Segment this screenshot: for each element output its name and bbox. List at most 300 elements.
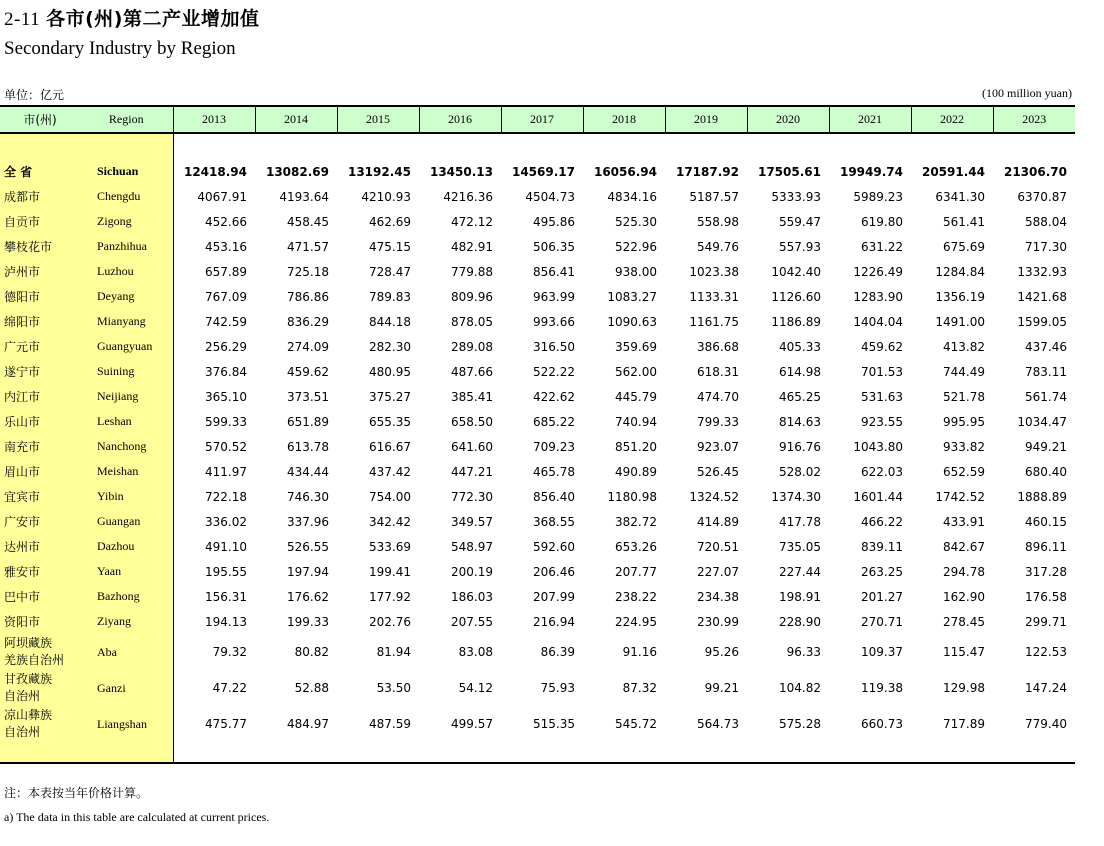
- cell-value: 238.22: [615, 589, 657, 604]
- cell-value: 109.37: [861, 645, 903, 659]
- cell-value: 622.03: [861, 464, 903, 479]
- cell-value: 717.89: [943, 717, 985, 731]
- cell-value: 4210.93: [361, 189, 411, 204]
- cell-value: 4834.16: [607, 189, 657, 204]
- row-name-en: Yibin: [80, 484, 173, 509]
- cell-value: 619.80: [861, 214, 903, 229]
- cell-value: 548.97: [451, 539, 493, 554]
- cell-value: 506.35: [533, 239, 575, 254]
- cell-value: 4193.64: [279, 189, 329, 204]
- table-title-en: Secondary Industry by Region: [4, 38, 236, 59]
- header-region: Region: [80, 106, 173, 133]
- cell-value: 294.78: [943, 564, 985, 579]
- table-row: [0, 434, 1075, 459]
- table-row: [0, 209, 1075, 234]
- cell-value: 545.72: [615, 717, 657, 731]
- cell-value: 91.16: [622, 645, 657, 659]
- cell-value: 466.22: [861, 514, 903, 529]
- row-name-zh: 达州市: [0, 534, 80, 559]
- cell-value: 923.55: [861, 414, 903, 429]
- cell-value: 1042.40: [771, 264, 821, 279]
- cell-value: 207.55: [451, 614, 493, 629]
- cell-value: 342.42: [369, 514, 411, 529]
- cell-value: 1023.38: [689, 264, 739, 279]
- cell-value: 814.63: [779, 414, 821, 429]
- header-year: 2017: [501, 106, 583, 133]
- cell-value: 531.63: [861, 389, 903, 404]
- row-name-en: Ganzi: [80, 670, 173, 706]
- cell-value: 772.30: [451, 489, 493, 504]
- cell-value: 717.30: [1025, 239, 1067, 254]
- cell-value: 207.77: [615, 564, 657, 579]
- cell-value: 5989.23: [853, 189, 903, 204]
- cell-value: 202.76: [369, 614, 411, 629]
- cell-value: 963.99: [533, 289, 575, 304]
- cell-value: 742.59: [205, 314, 247, 329]
- cell-value: 836.29: [287, 314, 329, 329]
- cell-value: 1742.52: [935, 489, 985, 504]
- row-name-en: Panzhihua: [80, 234, 173, 259]
- cell-value: 336.02: [205, 514, 247, 529]
- cell-value: 1324.52: [689, 489, 739, 504]
- cell-value: 561.41: [943, 214, 985, 229]
- cell-value: 13192.45: [347, 164, 411, 179]
- header-year: 2014: [255, 106, 337, 133]
- cell-value: 474.70: [697, 389, 739, 404]
- cell-value: 653.26: [615, 539, 657, 554]
- row-name-en: Zigong: [80, 209, 173, 234]
- cell-value: 515.35: [533, 717, 575, 731]
- table-row: [0, 609, 1075, 634]
- cell-value: 1133.31: [689, 289, 739, 304]
- cell-value: 87.32: [622, 681, 657, 695]
- cell-value: 728.47: [369, 264, 411, 279]
- cell-value: 349.57: [451, 514, 493, 529]
- cell-value: 13082.69: [265, 164, 329, 179]
- cell-value: 658.50: [451, 414, 493, 429]
- cell-value: 933.82: [943, 439, 985, 454]
- cell-value: 17187.92: [675, 164, 739, 179]
- cell-value: 119.38: [861, 681, 903, 695]
- cell-value: 274.09: [287, 339, 329, 354]
- row-name-zh: 攀枝花市: [0, 234, 80, 259]
- cell-value: 557.93: [779, 239, 821, 254]
- cell-value: 789.83: [369, 289, 411, 304]
- table-row: [0, 706, 1075, 742]
- row-name-zh: 遂宁市: [0, 359, 80, 384]
- table-row: [0, 334, 1075, 359]
- cell-value: 207.99: [533, 589, 575, 604]
- cell-value: 744.49: [943, 364, 985, 379]
- cell-value: 490.89: [615, 464, 657, 479]
- cell-value: 1332.93: [1017, 264, 1067, 279]
- cell-value: 16056.94: [593, 164, 657, 179]
- cell-value: 657.89: [205, 264, 247, 279]
- row-name-en: Yaan: [80, 559, 173, 584]
- cell-value: 1083.27: [607, 289, 657, 304]
- cell-value: 809.96: [451, 289, 493, 304]
- cell-value: 437.42: [369, 464, 411, 479]
- cell-value: 434.44: [287, 464, 329, 479]
- cell-value: 216.94: [533, 614, 575, 629]
- cell-value: 720.51: [697, 539, 739, 554]
- cell-value: 549.76: [697, 239, 739, 254]
- cell-value: 746.30: [287, 489, 329, 504]
- cell-value: 147.24: [1025, 681, 1067, 695]
- table-row: [0, 459, 1075, 484]
- cell-value: 4504.73: [525, 189, 575, 204]
- unit-label-zh: 单位：亿元: [4, 88, 65, 102]
- cell-value: 856.41: [533, 264, 575, 279]
- cell-value: 83.08: [458, 645, 493, 659]
- cell-value: 856.40: [533, 489, 575, 504]
- header-year: 2015: [337, 106, 419, 133]
- cell-value: 1090.63: [607, 314, 657, 329]
- cell-value: 459.62: [287, 364, 329, 379]
- cell-value: 652.59: [943, 464, 985, 479]
- title-zh-text: 各市(州)第二产业增加值: [46, 8, 260, 30]
- cell-value: 115.47: [943, 645, 985, 659]
- cell-value: 316.50: [533, 339, 575, 354]
- cell-value: 475.15: [369, 239, 411, 254]
- cell-value: 54.12: [458, 681, 493, 695]
- cell-value: 522.22: [533, 364, 575, 379]
- header-year: 2020: [747, 106, 829, 133]
- cell-value: 317.28: [1025, 564, 1067, 579]
- cell-value: 599.33: [205, 414, 247, 429]
- row-name-en: Mianyang: [80, 309, 173, 334]
- cell-value: 437.46: [1025, 339, 1067, 354]
- row-name-zh: 广元市: [0, 334, 80, 359]
- cell-value: 499.57: [451, 717, 493, 731]
- cell-value: 588.04: [1025, 214, 1067, 229]
- row-name-zh: 雅安市: [0, 559, 80, 584]
- cell-value: 198.91: [779, 589, 821, 604]
- table-row: [0, 559, 1075, 584]
- cell-value: 129.98: [943, 681, 985, 695]
- cell-value: 452.66: [205, 214, 247, 229]
- cell-value: 1034.47: [1017, 414, 1067, 429]
- cell-value: 1888.89: [1017, 489, 1067, 504]
- cell-value: 5333.93: [771, 189, 821, 204]
- cell-value: 1356.19: [935, 289, 985, 304]
- cell-value: 417.78: [779, 514, 821, 529]
- note-zh: 注：本表按当年价格计算。: [4, 786, 149, 800]
- table-row: [0, 284, 1075, 309]
- cell-value: 1126.60: [771, 289, 821, 304]
- spacer-row: [0, 133, 1075, 159]
- cell-value: 413.82: [943, 339, 985, 354]
- cell-value: 382.72: [615, 514, 657, 529]
- table-row: [0, 670, 1075, 706]
- row-name-zh: 泸州市: [0, 259, 80, 284]
- cell-value: 484.97: [287, 717, 329, 731]
- cell-value: 4216.36: [443, 189, 493, 204]
- cell-value: 5187.57: [689, 189, 739, 204]
- row-name-zh: 南充市: [0, 434, 80, 459]
- cell-value: 1186.89: [771, 314, 821, 329]
- cell-value: 923.07: [697, 439, 739, 454]
- cell-value: 472.12: [451, 214, 493, 229]
- row-name-zh: 广安市: [0, 509, 80, 534]
- data-table: [0, 105, 1075, 764]
- cell-value: 533.69: [369, 539, 411, 554]
- row-name-en: Meishan: [80, 459, 173, 484]
- table-bottom-rule: [0, 742, 1075, 763]
- cell-value: 14569.17: [511, 164, 575, 179]
- cell-value: 675.69: [943, 239, 985, 254]
- cell-value: 561.74: [1025, 389, 1067, 404]
- cell-value: 1404.04: [853, 314, 903, 329]
- cell-value: 575.28: [779, 717, 821, 731]
- cell-value: 375.27: [369, 389, 411, 404]
- cell-value: 786.86: [287, 289, 329, 304]
- row-name-zh: 乐山市: [0, 409, 80, 434]
- row-name-zh: 德阳市: [0, 284, 80, 309]
- table-title-zh: [4, 4, 260, 31]
- cell-value: 655.35: [369, 414, 411, 429]
- table-row: [0, 634, 1075, 670]
- cell-value: 1180.98: [607, 489, 657, 504]
- cell-value: 80.82: [294, 645, 329, 659]
- cell-value: 13450.13: [429, 164, 493, 179]
- cell-value: 359.69: [615, 339, 657, 354]
- row-name-zh: 自贡市: [0, 209, 80, 234]
- cell-value: 6370.87: [1017, 189, 1067, 204]
- note-en: a) The data in this table are calculated at current prices.: [4, 810, 270, 824]
- cell-value: 6341.30: [935, 189, 985, 204]
- cell-value: 495.86: [533, 214, 575, 229]
- table-row: [0, 534, 1075, 559]
- cell-value: 701.53: [861, 364, 903, 379]
- cell-value: 199.33: [287, 614, 329, 629]
- cell-value: 447.21: [451, 464, 493, 479]
- cell-value: 230.99: [697, 614, 739, 629]
- cell-value: 783.11: [1025, 364, 1067, 379]
- cell-value: 725.18: [287, 264, 329, 279]
- cell-value: 224.95: [615, 614, 657, 629]
- cell-value: 660.73: [861, 717, 903, 731]
- row-name-en: Neijiang: [80, 384, 173, 409]
- cell-value: 993.66: [533, 314, 575, 329]
- cell-value: 12418.94: [183, 164, 247, 179]
- cell-value: 47.22: [212, 681, 247, 695]
- cell-value: 256.29: [205, 339, 247, 354]
- cell-value: 851.20: [615, 439, 657, 454]
- cell-value: 386.68: [697, 339, 739, 354]
- cell-value: 1491.00: [935, 314, 985, 329]
- cell-value: 81.94: [376, 645, 411, 659]
- cell-value: 1043.80: [853, 439, 903, 454]
- cell-value: 122.53: [1025, 645, 1067, 659]
- table-row: [0, 509, 1075, 534]
- cell-value: 414.89: [697, 514, 739, 529]
- cell-value: 453.16: [205, 239, 247, 254]
- cell-value: 487.66: [451, 364, 493, 379]
- cell-value: 471.57: [287, 239, 329, 254]
- cell-value: 1374.30: [771, 489, 821, 504]
- cell-value: 52.88: [294, 681, 329, 695]
- row-name-en: Aba: [80, 634, 173, 670]
- cell-value: 162.90: [943, 589, 985, 604]
- cell-value: 685.22: [533, 414, 575, 429]
- row-name-en: Dazhou: [80, 534, 173, 559]
- cell-value: 53.50: [376, 681, 411, 695]
- cell-value: 522.96: [615, 239, 657, 254]
- row-name-zh: 眉山市: [0, 459, 80, 484]
- cell-value: 592.60: [533, 539, 575, 554]
- cell-value: 709.23: [533, 439, 575, 454]
- cell-value: 559.47: [779, 214, 821, 229]
- cell-value: 842.67: [943, 539, 985, 554]
- row-name-en: Leshan: [80, 409, 173, 434]
- table-row: [0, 384, 1075, 409]
- cell-value: 779.40: [1025, 717, 1067, 731]
- cell-value: 526.55: [287, 539, 329, 554]
- cell-value: 176.58: [1025, 589, 1067, 604]
- row-name-zh: 内江市: [0, 384, 80, 409]
- table-row: [0, 309, 1075, 334]
- cell-value: 177.92: [369, 589, 411, 604]
- cell-value: 104.82: [779, 681, 821, 695]
- unit-label-en: (100 million yuan): [982, 86, 1072, 100]
- cell-value: 722.18: [205, 489, 247, 504]
- table-row: [0, 234, 1075, 259]
- cell-value: 525.30: [615, 214, 657, 229]
- cell-value: 75.93: [540, 681, 575, 695]
- row-name-en: Guangyuan: [80, 334, 173, 359]
- cell-value: 1601.44: [853, 489, 903, 504]
- row-name-zh: 全 省: [0, 159, 80, 184]
- header-year: 2013: [173, 106, 255, 133]
- row-name-zh: 甘孜藏族 自治州: [0, 670, 80, 706]
- cell-value: 278.45: [943, 614, 985, 629]
- cell-value: 641.60: [451, 439, 493, 454]
- cell-value: 459.62: [861, 339, 903, 354]
- cell-value: 234.38: [697, 589, 739, 604]
- row-name-en: Ziyang: [80, 609, 173, 634]
- cell-value: 651.89: [287, 414, 329, 429]
- row-name-en: Guangan: [80, 509, 173, 534]
- cell-value: 270.71: [861, 614, 903, 629]
- header-year: 2019: [665, 106, 747, 133]
- header-year: 2018: [583, 106, 665, 133]
- cell-value: 365.10: [205, 389, 247, 404]
- row-name-en: Luzhou: [80, 259, 173, 284]
- cell-value: 995.95: [943, 414, 985, 429]
- header-city: 市(州): [0, 106, 80, 133]
- header-year: 2023: [993, 106, 1075, 133]
- header-year: 2016: [419, 106, 501, 133]
- cell-value: 916.76: [779, 439, 821, 454]
- cell-value: 194.13: [205, 614, 247, 629]
- cell-value: 1599.05: [1017, 314, 1067, 329]
- cell-value: 156.31: [205, 589, 247, 604]
- row-name-en: Liangshan: [80, 706, 173, 742]
- cell-value: 227.07: [697, 564, 739, 579]
- cell-value: 878.05: [451, 314, 493, 329]
- table-row: [0, 484, 1075, 509]
- cell-value: 385.41: [451, 389, 493, 404]
- cell-value: 99.21: [704, 681, 739, 695]
- cell-value: 616.67: [369, 439, 411, 454]
- cell-value: 1284.84: [935, 264, 985, 279]
- cell-value: 570.52: [205, 439, 247, 454]
- cell-value: 200.19: [451, 564, 493, 579]
- cell-value: 475.77: [205, 717, 247, 731]
- cell-value: 1421.68: [1017, 289, 1067, 304]
- cell-value: 480.95: [369, 364, 411, 379]
- cell-value: 938.00: [615, 264, 657, 279]
- cell-value: 1226.49: [853, 264, 903, 279]
- row-name-zh: 巴中市: [0, 584, 80, 609]
- row-name-zh: 凉山彝族 自治州: [0, 706, 80, 742]
- cell-value: 20591.44: [921, 164, 985, 179]
- table-row: [0, 259, 1075, 284]
- cell-value: 614.98: [779, 364, 821, 379]
- row-name-zh: 资阳市: [0, 609, 80, 634]
- row-name-zh: 阿坝藏族 羌族自治州: [0, 634, 80, 670]
- cell-value: 176.62: [287, 589, 329, 604]
- header-year: 2021: [829, 106, 911, 133]
- cell-value: 482.91: [451, 239, 493, 254]
- cell-value: 844.18: [369, 314, 411, 329]
- cell-value: 521.78: [943, 389, 985, 404]
- cell-value: 79.32: [212, 645, 247, 659]
- cell-value: 740.94: [615, 414, 657, 429]
- row-name-en: Nanchong: [80, 434, 173, 459]
- cell-value: 227.44: [779, 564, 821, 579]
- cell-value: 95.26: [704, 645, 739, 659]
- cell-value: 618.31: [697, 364, 739, 379]
- row-name-zh: 成都市: [0, 184, 80, 209]
- cell-value: 1161.75: [689, 314, 739, 329]
- row-name-en: Bazhong: [80, 584, 173, 609]
- cell-value: 422.62: [533, 389, 575, 404]
- cell-value: 896.11: [1025, 539, 1067, 554]
- table-row: [0, 184, 1075, 209]
- row-name-en: Suining: [80, 359, 173, 384]
- total-row: [0, 159, 1075, 184]
- cell-value: 839.11: [861, 539, 903, 554]
- cell-value: 735.05: [779, 539, 821, 554]
- cell-value: 199.41: [369, 564, 411, 579]
- cell-value: 368.55: [533, 514, 575, 529]
- cell-value: 21306.70: [1003, 164, 1067, 179]
- cell-value: 487.59: [369, 717, 411, 731]
- cell-value: 263.25: [861, 564, 903, 579]
- cell-value: 201.27: [861, 589, 903, 604]
- cell-value: 195.55: [205, 564, 247, 579]
- cell-value: 631.22: [861, 239, 903, 254]
- cell-value: 558.98: [697, 214, 739, 229]
- row-name-en: Chengdu: [80, 184, 173, 209]
- table-row: [0, 409, 1075, 434]
- header-year: 2022: [911, 106, 993, 133]
- cell-value: 949.21: [1025, 439, 1067, 454]
- cell-value: 19949.74: [839, 164, 903, 179]
- cell-value: 186.03: [451, 589, 493, 604]
- cell-value: 460.15: [1025, 514, 1067, 529]
- table-row: [0, 359, 1075, 384]
- cell-value: 465.78: [533, 464, 575, 479]
- cell-value: 613.78: [287, 439, 329, 454]
- cell-value: 17505.61: [757, 164, 821, 179]
- row-name-en: Deyang: [80, 284, 173, 309]
- cell-value: 465.25: [779, 389, 821, 404]
- cell-value: 458.45: [287, 214, 329, 229]
- cell-value: 564.73: [697, 717, 739, 731]
